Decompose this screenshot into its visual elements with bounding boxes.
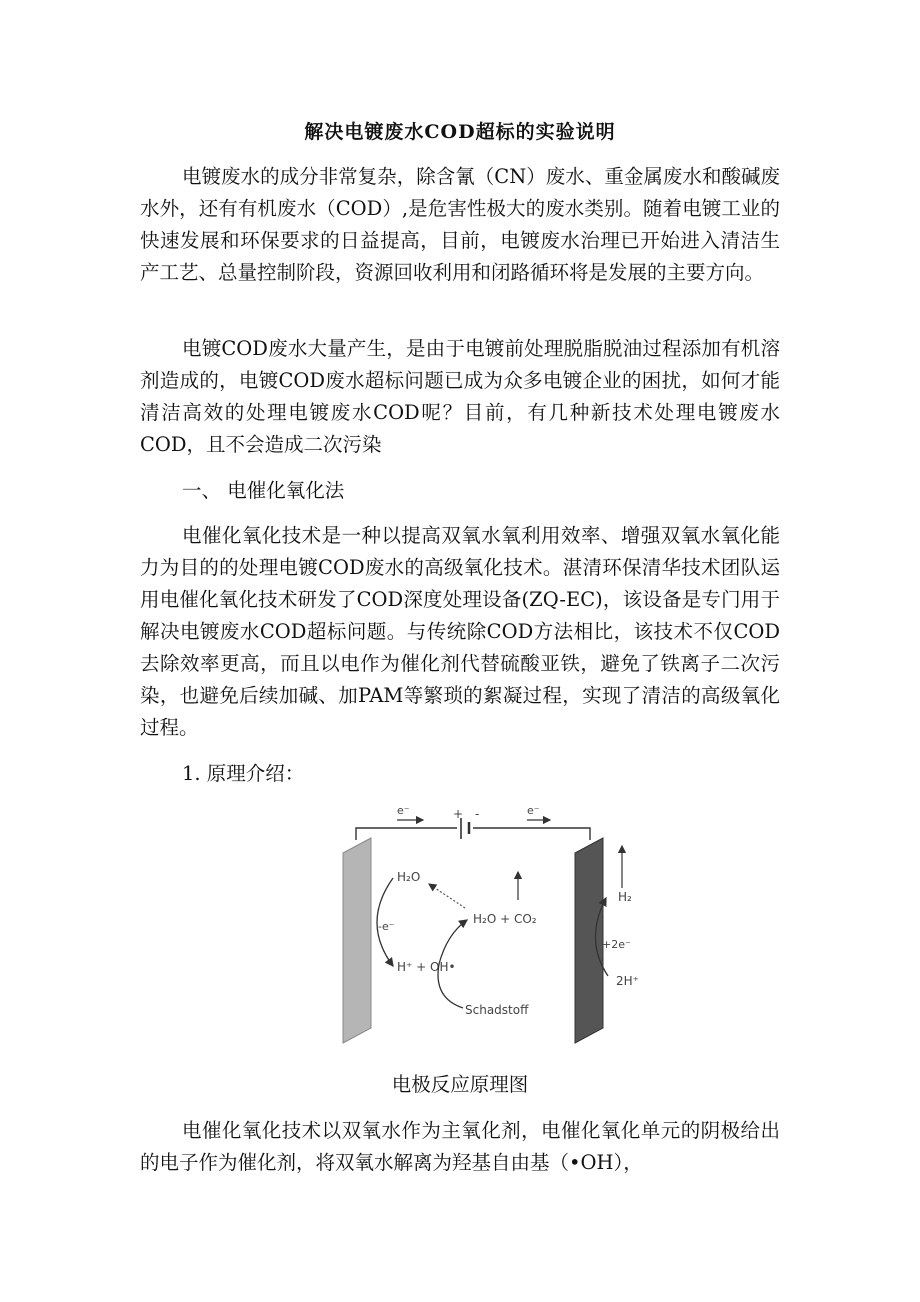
battery-plus: + bbox=[453, 807, 464, 821]
label-h2o: H₂O bbox=[397, 870, 421, 884]
label-radicals: H⁺ + OH• bbox=[397, 960, 456, 974]
electron-label-right: e⁻ bbox=[527, 804, 540, 817]
figure-caption: 电极反应原理图 bbox=[391, 1073, 529, 1096]
battery-minus: - bbox=[475, 807, 480, 821]
label-pollutant: Schadstoff bbox=[465, 1003, 529, 1017]
section-heading: 一、 电催化氧化法 bbox=[182, 479, 345, 502]
cathode-plate bbox=[575, 838, 603, 1043]
label-plus-2e: +2e⁻ bbox=[602, 938, 631, 951]
dotted-arrow bbox=[429, 884, 465, 908]
label-2h: 2H⁺ bbox=[616, 974, 639, 988]
paragraph-mechanism: 电催化氧化技术以双氧水作为主氧化剂，电催化氧化单元的阴极给出的电子作为催化剂，将双氧水解离为羟基自由基（•OH）， bbox=[140, 1119, 780, 1174]
anode-plate bbox=[343, 838, 371, 1043]
paragraph-electrocatalysis: 电催化氧化技术是一种以提高双氧水氧利用效率、增强双氧水氧化能力为目的的处理电镀COD废水的高级氧化技术。湛清环保清华技术团队运用电催化氧化技术研发了COD深度处理设备(ZQ-EC)，该设备是专门用于解决电镀废水COD超标问题。与传统除COD方法相比，该技术不仅COD去除效率更高，而且以电作为催化剂代替硫酸亚铁，避免了铁离子二次污染，也避免后续加碱、加PAM等繁琐的絮凝过程，实现了清洁的高级氧化过程。 bbox=[140, 524, 780, 739]
subheading-principle: 1. 原理介绍： bbox=[182, 762, 305, 785]
label-h2: H₂ bbox=[618, 890, 632, 904]
paragraph-intro: 电镀废水的成分非常复杂，除含氰（CN）废水、重金属废水和酸碱废水外，还有有机废水（COD）,是危害性极大的废水类别。随着电镀工业的快速发展和环保要求的日益提高，目前，电镀废水治理已开始进入清洁生产工艺、总量控制阶段，资源回收利用和闭路循环将是发展的主要方向。 bbox=[140, 165, 780, 284]
paragraph-cod-source: 电镀COD废水大量产生，是由于电镀前处理脱脂脱油过程添加有机溶剂造成的，电镀COD废水超标问题已成为众多电镀企业的困扰，如何才能清洁高效的处理电镀废水COD呢？目前，有几种新技术处理电镀废水COD，且不会造成二次污染 bbox=[140, 337, 780, 456]
electrode-reaction-diagram bbox=[335, 798, 639, 1050]
label-products: H₂O + CO₂ bbox=[473, 912, 537, 926]
label-minus-e: -e⁻ bbox=[378, 920, 395, 933]
document-title: 解决电镀废水COD超标的实验说明 bbox=[304, 121, 616, 143]
circuit-wire-right bbox=[473, 828, 590, 840]
electron-label-left: e⁻ bbox=[397, 804, 410, 817]
